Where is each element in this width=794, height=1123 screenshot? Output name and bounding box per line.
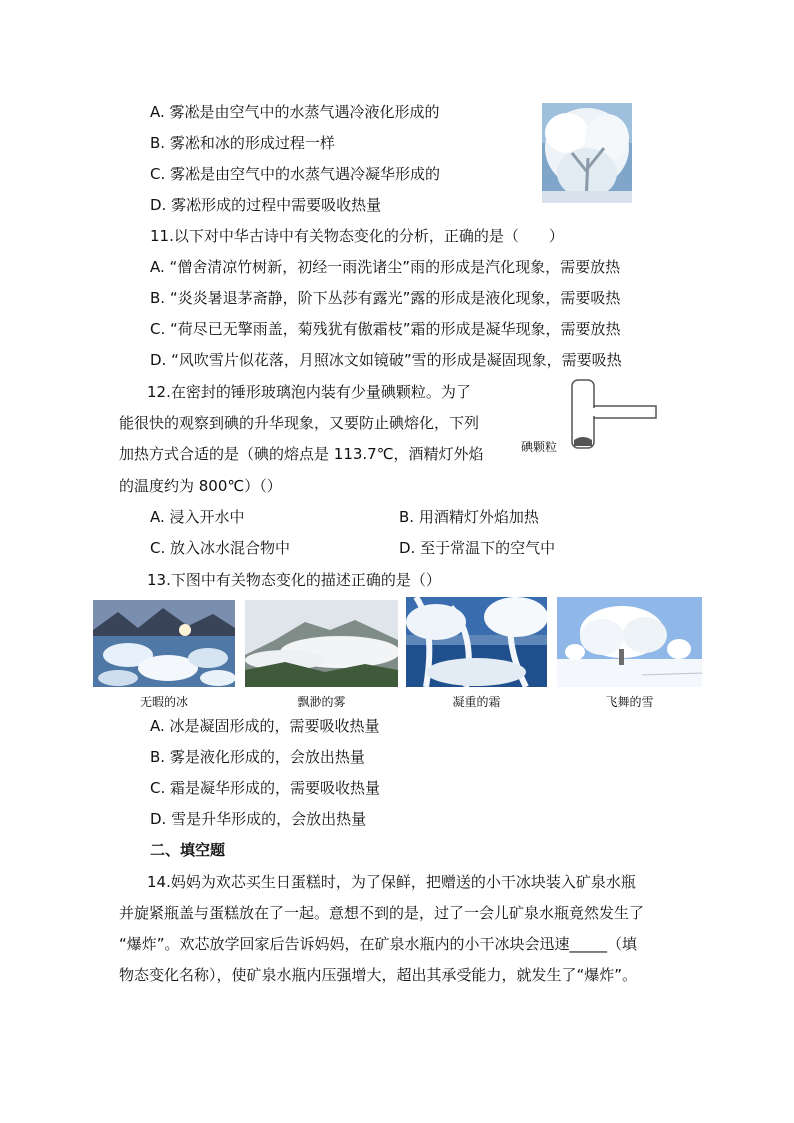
q13-stem: 13.下图中有关物态变化的描述正确的是（） (147, 571, 441, 589)
q13-option-b: B. 雾是液化形成的，会放出热量 (150, 748, 365, 766)
snow-photo (557, 597, 702, 687)
q13-option-a: A. 冰是凝固形成的，需要吸收热量 (150, 717, 380, 735)
q11-option-d: D. “风吹雪片似花落，月照冰文如镜破”雪的形成是凝固现象，需要吸热 (150, 351, 622, 369)
snow-caption: 飞舞的雪 (605, 695, 654, 709)
q11-stem: 11.以下对中华古诗中有关物态变化的分析，正确的是（ ） (150, 227, 564, 245)
q10-option-c: C. 雾凇是由空气中的水蒸气遇冷凝华形成的 (150, 165, 441, 183)
q14-line-1: 14.妈妈为欢芯买生日蛋糕时，为了保鲜，把赠送的小干冰块装入矿泉水瓶 (147, 873, 636, 891)
ice-photo (93, 600, 235, 687)
q12-option-d: D. 至于常温下的空气中 (399, 539, 556, 557)
q13-option-c: C. 霜是凝华形成的，需要吸收热量 (150, 779, 381, 797)
frost-photo (406, 597, 547, 687)
q12-stem-line-2: 能很快的观察到碘的升华现象，又要防止碘熔化，下列 (119, 414, 480, 432)
frost-caption: 凝重的霜 (452, 695, 501, 709)
q10-option-b: B. 雾凇和冰的形成过程一样 (150, 134, 335, 152)
fog-caption: 飘渺的雾 (297, 695, 346, 709)
ice-caption: 无暇的冰 (139, 695, 188, 709)
q11-option-c: C. “荷尽已无擎雨盖，菊残犹有傲霜枝”霜的形成是凝华现象，需要放热 (150, 320, 621, 338)
q11-option-b: B. “炎炎暑退茅斋静，阶下丛莎有露光”露的形成是液化现象，需要吸热 (150, 289, 621, 307)
q12-option-a: A. 浸入开水中 (150, 508, 245, 526)
q12-option-c: C. 放入冰水混合物中 (150, 539, 291, 557)
q12-stem-line-1: 12.在密封的锤形玻璃泡内装有少量碘颗粒。为了 (147, 383, 471, 401)
q12-stem-line-4: 的温度约为 800℃）（） (119, 477, 282, 495)
q14-line-2: 并旋紧瓶盖与蛋糕放在了一起。意想不到的是，过了一会儿矿泉水瓶竟然发生了 (119, 904, 645, 922)
q12-stem-line-3: 加热方式合适的是（碘的熔点是 113.7℃，酒精灯外焰 (119, 445, 484, 463)
q10-option-a: A. 雾凇是由空气中的水蒸气遇冷液化形成的 (150, 103, 440, 121)
q10-option-d: D. 雾凇形成的过程中需要吸收热量 (150, 196, 382, 214)
q12-option-b: B. 用酒精灯外焰加热 (399, 508, 539, 526)
iodine-label: 碘颗粒 (521, 440, 558, 454)
q11-option-a: A. “僧舍清凉竹树新，初经一雨洗诸尘”雨的形成是汽化现象，需要放热 (150, 258, 621, 276)
section-2-title: 二、填空题 (150, 841, 226, 859)
q13-option-d: D. 雪是升华形成的，会放出热量 (150, 810, 367, 828)
q14-line-3: “爆炸”。欢芯放学回家后告诉妈妈，在矿泉水瓶内的小干冰块会迅速_____（填 (119, 935, 638, 953)
rime-tree-image (542, 103, 632, 203)
q14-line-4: 物态变化名称），使矿泉水瓶内压强增大，超出其承受能力，就发生了“爆炸”。 (119, 966, 638, 984)
fog-photo (245, 600, 398, 687)
